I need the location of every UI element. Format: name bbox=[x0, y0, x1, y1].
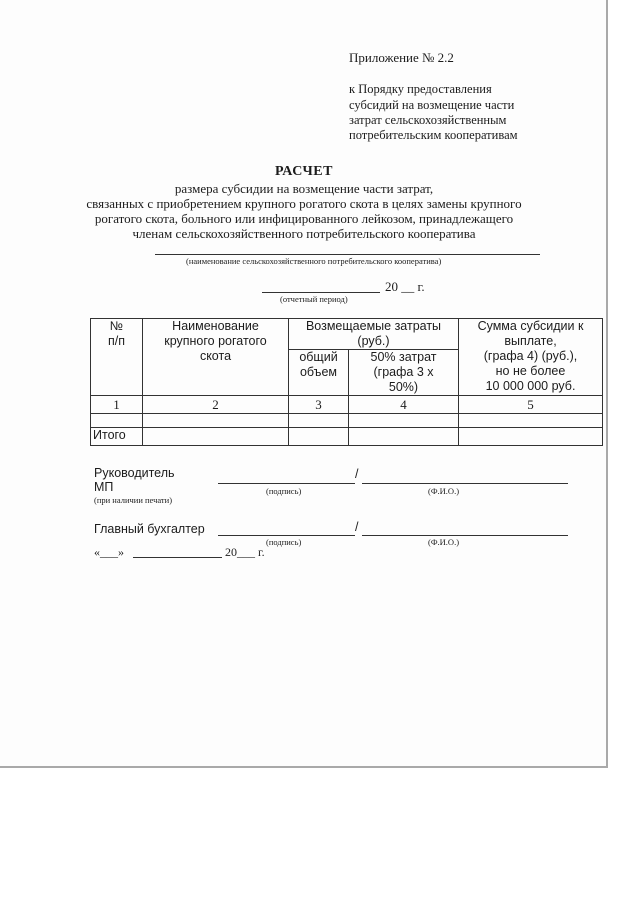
accountant-name-line bbox=[362, 535, 568, 536]
appendix-line: затрат сельскохозяйственным bbox=[349, 113, 507, 127]
head-label: Руководитель bbox=[94, 466, 175, 480]
column-number-row bbox=[91, 396, 603, 414]
total-label: Итого bbox=[91, 428, 143, 446]
signature-caption: (подпись) bbox=[266, 537, 302, 547]
date-day: «___» bbox=[94, 545, 124, 559]
header-num: № п/п bbox=[91, 319, 143, 396]
head-signature-line bbox=[218, 483, 355, 484]
total-row bbox=[91, 428, 603, 446]
accountant-signature-line bbox=[218, 535, 355, 536]
stamp-label: МП bbox=[94, 480, 114, 494]
accountant-label: Главный бухгалтер bbox=[94, 522, 205, 536]
header-percent: 50% затрат (графа 3 х 50%) bbox=[349, 350, 459, 396]
period-caption: (отчетный период) bbox=[280, 294, 348, 304]
column-number: 1 bbox=[91, 396, 143, 414]
subtitle-line: членам сельскохозяйственного потребительского кооператива bbox=[132, 226, 476, 241]
head-name-line bbox=[362, 483, 568, 484]
period-line bbox=[262, 292, 380, 293]
date-month-line bbox=[133, 557, 222, 558]
column-number: 2 bbox=[143, 396, 289, 414]
appendix-line: субсидий на возмещение части bbox=[349, 98, 515, 112]
header-subsidy: Сумма субсидии к выплате, (графа 4) (руб.), но не более 10 000 000 руб. bbox=[459, 319, 603, 396]
stamp-note: (при наличии печати) bbox=[94, 495, 173, 505]
slash: / bbox=[355, 467, 359, 481]
appendix-line: к Порядку предоставления bbox=[349, 82, 492, 96]
coop-name-caption: (наименование сельскохозяйственного потребительского кооператива) bbox=[186, 256, 442, 266]
name-caption: (Ф.И.О.) bbox=[428, 537, 460, 547]
subtitle-line: связанных с приобретением крупного рогатого скота в целях замены крупного bbox=[86, 196, 522, 211]
header-total-volume: общий объем bbox=[289, 350, 349, 396]
header-costs: Возмещаемые затраты (руб.) bbox=[289, 319, 459, 350]
name-caption: (Ф.И.О.) bbox=[428, 486, 460, 496]
subsidy-table bbox=[90, 318, 603, 446]
column-number: 3 bbox=[289, 396, 349, 414]
subtitle-line: рогатого скота, больного или инфицированного лейкозом, принадлежащего bbox=[94, 211, 514, 226]
table-row bbox=[91, 414, 603, 428]
appendix-line: потребительским кооперативам bbox=[349, 128, 518, 142]
column-number: 4 bbox=[349, 396, 459, 414]
column-number: 5 bbox=[459, 396, 603, 414]
coop-name-line bbox=[155, 254, 540, 255]
date-year: 20___ г. bbox=[225, 545, 265, 559]
period-year: 20 __ г. bbox=[385, 279, 425, 294]
document-title: РАСЧЕТ bbox=[275, 164, 333, 179]
slash: / bbox=[355, 520, 359, 534]
header-name: Наименование крупного рогатого скота bbox=[143, 319, 289, 396]
appendix-title: Приложение № 2.2 bbox=[349, 50, 454, 65]
subtitle-line: размера субсидии на возмещение части затрат, bbox=[174, 181, 434, 196]
signature-caption: (подпись) bbox=[266, 486, 302, 496]
